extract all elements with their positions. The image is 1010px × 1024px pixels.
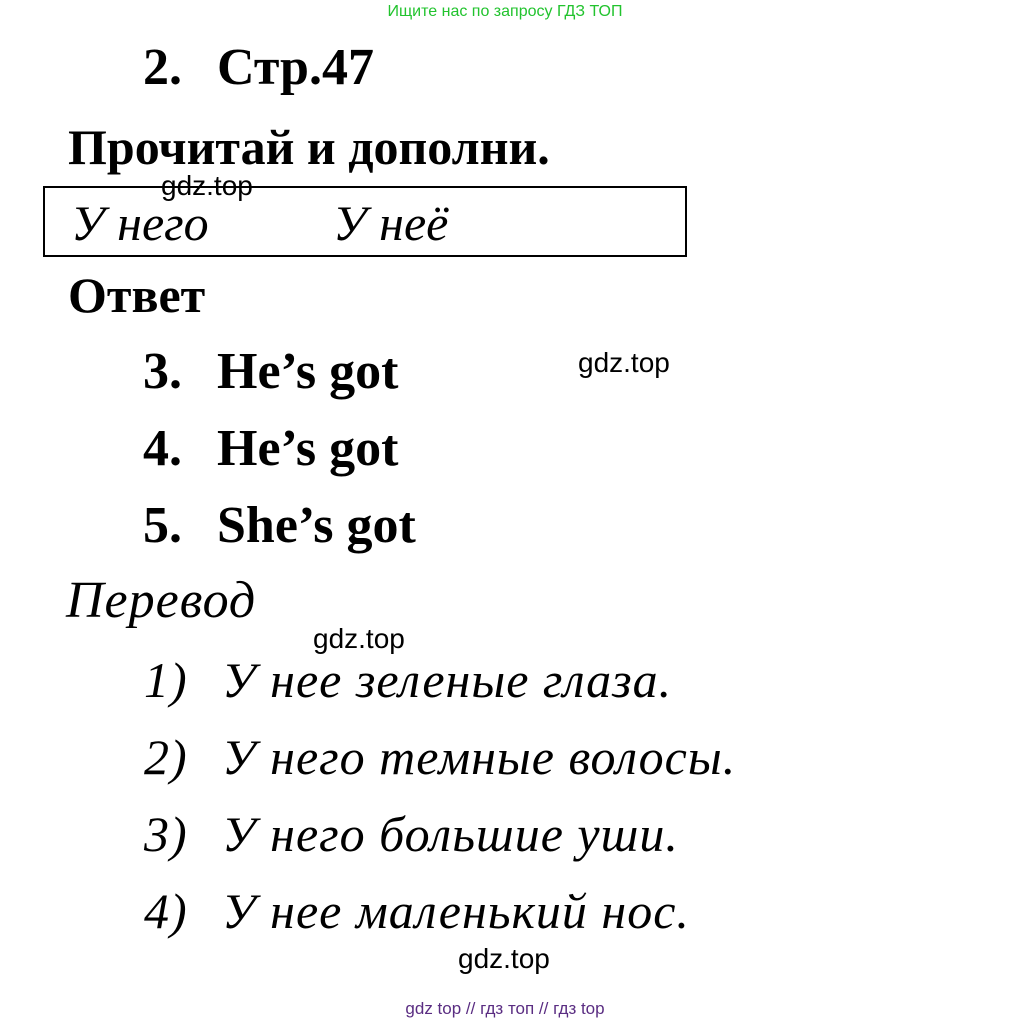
answer-number: 4.	[143, 420, 182, 477]
translation-text: У него большие уши.	[222, 806, 679, 862]
watermark: gdz.top	[458, 943, 550, 974]
page-reference-number: 2.	[143, 39, 182, 96]
answer-number: 5.	[143, 497, 182, 554]
watermark: gdz.top	[313, 623, 405, 654]
answer-text: He’s got	[217, 420, 399, 477]
answer-text: She’s got	[217, 497, 416, 554]
translation-item	[144, 728, 736, 786]
word-box-item: У него	[71, 195, 209, 251]
answer-item	[143, 419, 398, 479]
translation-number: 3)	[144, 806, 188, 862]
answer-heading: Ответ	[68, 267, 206, 323]
instruction-heading: Прочитай и дополни.	[68, 119, 550, 175]
page-reference	[143, 38, 374, 98]
footer-links: gdz top // гдз топ // гдз top	[405, 999, 605, 1018]
translation-heading: Перевод	[66, 572, 257, 629]
translation-number: 2)	[144, 729, 188, 785]
watermark: gdz.top	[161, 170, 253, 201]
translation-text: У нее маленький нос.	[222, 883, 690, 939]
answer-text: He’s got	[217, 343, 399, 400]
translation-item	[144, 882, 690, 940]
watermark: gdz.top	[578, 347, 670, 378]
translation-number: 1)	[144, 652, 188, 708]
translation-number: 4)	[144, 883, 188, 939]
translation-text: У него темные волосы.	[222, 729, 737, 785]
answer-item	[143, 496, 416, 556]
word-box	[43, 186, 687, 257]
word-box-item: У неё	[333, 195, 449, 251]
top-banner: Ищите нас по запросу ГДЗ ТОП	[387, 3, 623, 20]
page-reference-text: Стр.47	[217, 39, 374, 96]
translation-text: У нее зеленые глаза.	[222, 652, 673, 708]
translation-item	[144, 651, 672, 709]
answer-number: 3.	[143, 343, 182, 400]
translation-item	[144, 805, 679, 863]
answer-item	[143, 342, 398, 402]
